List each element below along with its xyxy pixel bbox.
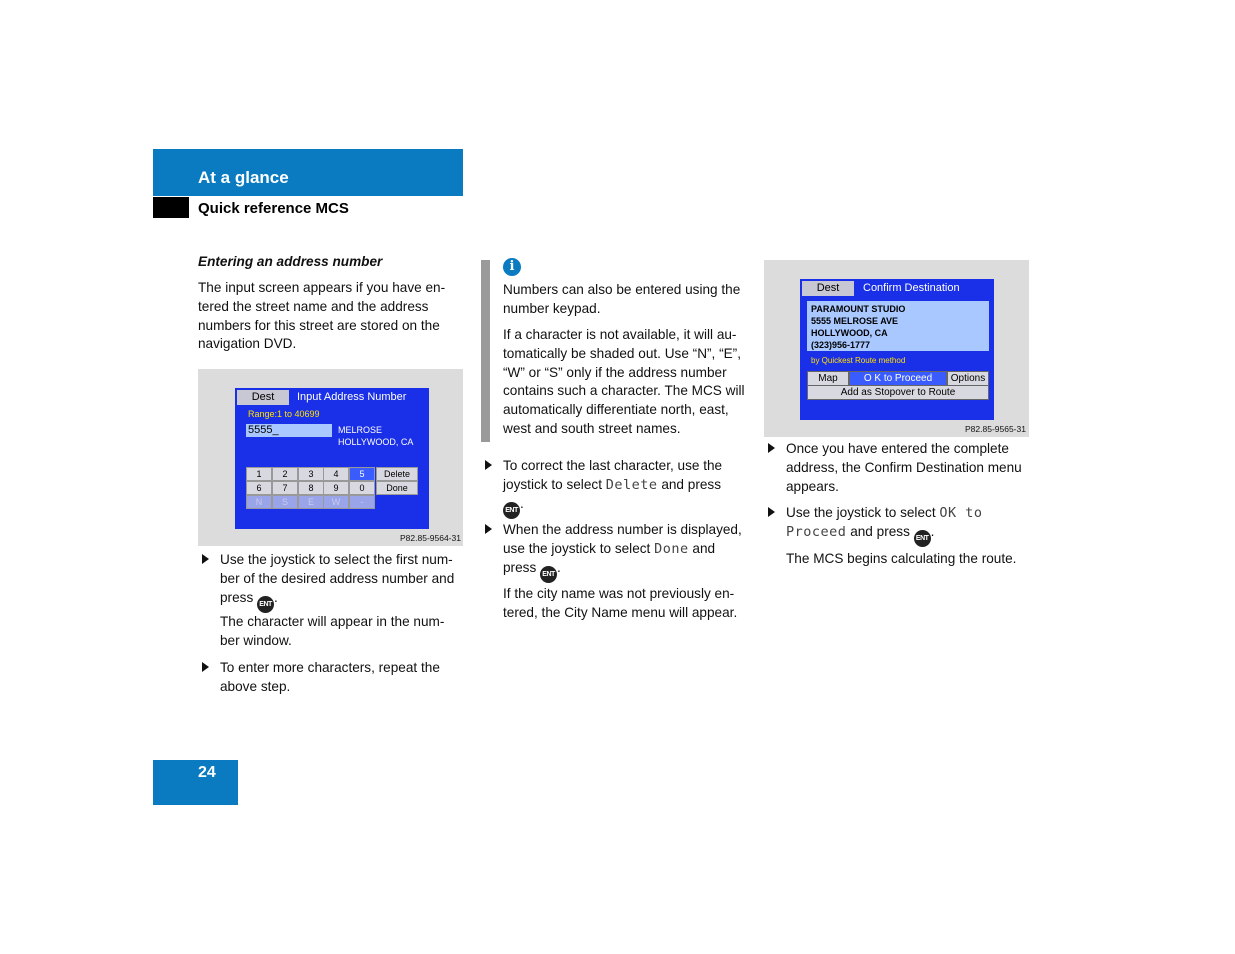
key-s: S	[272, 495, 298, 509]
enter-button-icon: ENT	[914, 530, 931, 547]
column3-note: The MCS begins calculating the route.	[786, 551, 1017, 566]
city-label: HOLLYWOOD, CA	[338, 437, 414, 447]
add-stopover-button: Add as Stopover to Route	[807, 385, 989, 400]
destination-details: PARAMOUNT STUDIO 5555 MELROSE AVE HOLLYWOOD, CA (323)956-1777	[807, 301, 989, 351]
key-9: 9	[323, 481, 349, 495]
column1-step2: To enter more characters, repeat the above step.	[220, 659, 470, 697]
bullet-icon	[768, 507, 775, 517]
range-label: Range:1 to 40699	[248, 409, 320, 419]
column1-intro: The input screen appears if you have en- tered the street name and the address numbers for this street are stored on the navigation DVD.	[198, 280, 446, 352]
delete-key: Delete	[376, 467, 418, 481]
column3-step2: Use the joystick to select OK to Proceed and press ENT .	[786, 504, 1036, 547]
number-input-box: 5555_	[246, 424, 332, 437]
info-sidebar	[481, 260, 490, 442]
route-method: by Quickest Route method	[811, 356, 906, 365]
screenshot-caption: P82.85-9565-31	[965, 424, 1026, 434]
key-n: N	[246, 495, 272, 509]
nav-screen	[800, 279, 994, 420]
info-icon: i	[503, 258, 521, 276]
subsection-title: Quick reference MCS	[198, 200, 349, 217]
column1-step1-note: The character will appear in the num- ber window.	[220, 614, 445, 648]
key-e: E	[298, 495, 324, 509]
key-2: 2	[272, 467, 298, 481]
bullet-icon	[485, 460, 492, 470]
page-number-box	[153, 760, 238, 805]
info-paragraph-1: Numbers can also be entered using the number keypad.	[503, 282, 741, 316]
done-key: Done	[376, 481, 418, 495]
options-button: Options	[947, 371, 989, 386]
dest-tab: Dest	[802, 281, 854, 296]
map-button: Map	[807, 371, 849, 386]
screenshot-input-address	[198, 369, 463, 546]
enter-button-icon: ENT	[257, 596, 274, 613]
key-3: 3	[298, 467, 324, 481]
bullet-icon	[202, 662, 209, 672]
key-7: 7	[272, 481, 298, 495]
subsection-marker	[153, 197, 189, 218]
column1-step1: Use the joystick to select the first num- ber of the desired address number and press ENT .	[220, 551, 470, 613]
key-8: 8	[298, 481, 324, 495]
key-w: W	[323, 495, 349, 509]
column1-heading: Entering an address number	[198, 254, 383, 269]
ok-to-proceed-button: O K to Proceed	[849, 371, 947, 386]
key-1: 1	[246, 467, 272, 481]
key-4: 4	[323, 467, 349, 481]
screen-title: Confirm Destination	[863, 282, 960, 294]
column3-step1: Once you have entered the complete address, the Confirm Destination menu appears.	[786, 440, 1036, 496]
key-dash: -	[349, 495, 375, 509]
info-paragraph-2: If a character is not available, it will au- tomatically be shaded out. Use “N”, “E”, “W” or “S” only if the address number contains such a character. The MCS will automatically differentiate north, east, west and south street names.	[503, 327, 745, 436]
screenshot-confirm-destination	[764, 260, 1029, 437]
bullet-icon	[202, 554, 209, 564]
screen-title: Input Address Number	[297, 391, 407, 403]
section-title: At a glance	[198, 168, 289, 187]
key-6: 6	[246, 481, 272, 495]
street-label: MELROSE	[338, 425, 383, 435]
enter-button-icon: ENT	[540, 566, 557, 583]
bullet-icon	[768, 443, 775, 453]
key-0: 0	[349, 481, 375, 495]
bullet-icon	[485, 524, 492, 534]
column2-step1: To correct the last character, use the joystick to select Delete and press ENT .	[503, 457, 753, 519]
screenshot-caption: P82.85-9564-31	[400, 533, 461, 543]
page-number: 24	[198, 764, 216, 781]
key-5: 5	[349, 467, 375, 481]
column2-note: If the city name was not previously en- tered, the City Name menu will appear.	[503, 586, 738, 620]
enter-button-icon: ENT	[503, 502, 520, 519]
nav-screen	[235, 388, 429, 529]
column2-step2: When the address number is displayed, use the joystick to select Done and press ENT .	[503, 521, 753, 583]
dest-tab: Dest	[237, 390, 289, 405]
